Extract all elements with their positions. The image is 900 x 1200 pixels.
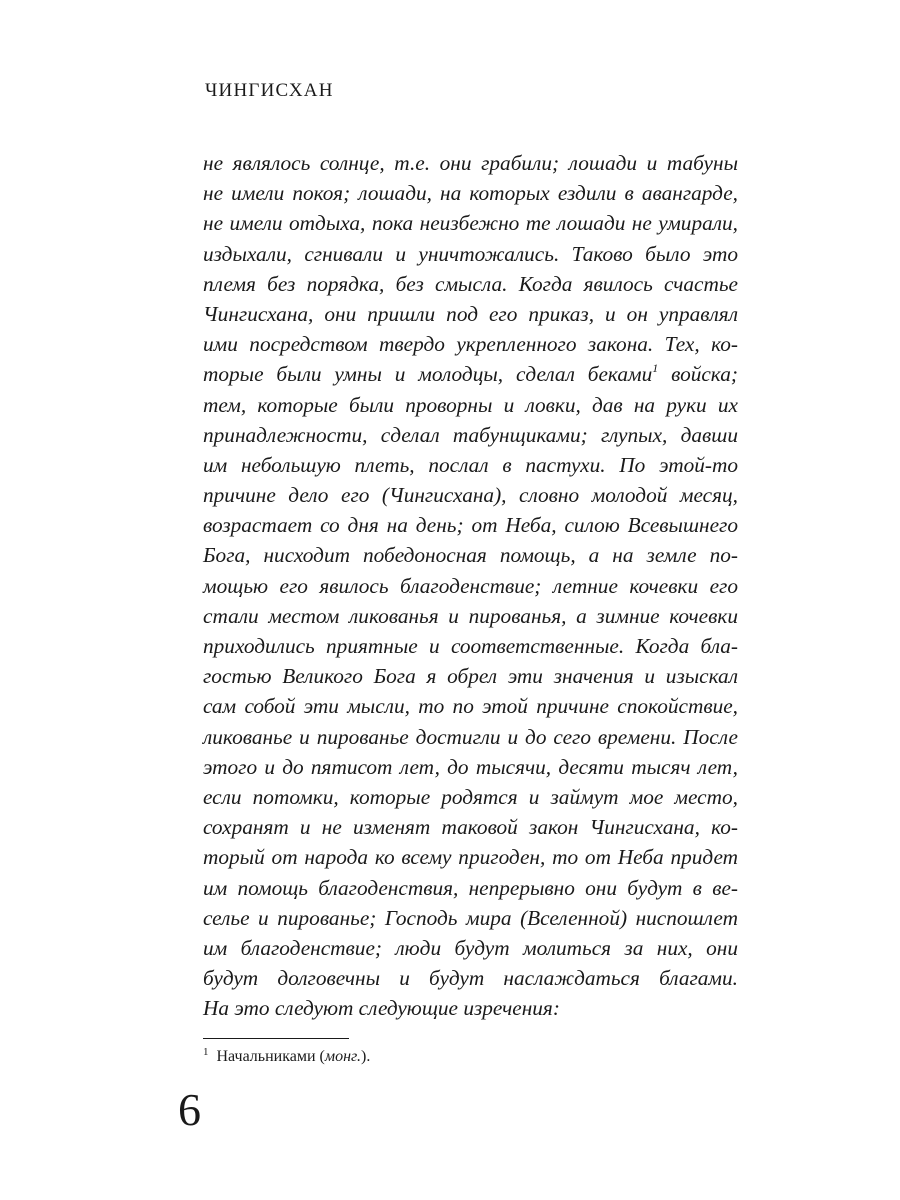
text-line: не являлось солнце, т.е. они грабили; лошади и табуны xyxy=(203,151,738,175)
text-line: им помощь благоденствия, непрерывно они будут в ве- xyxy=(203,875,738,900)
text-line-with-footnote-ref xyxy=(203,359,738,389)
body-text xyxy=(203,148,738,1023)
text-line: им благоденствие; люди будут молиться за них, они xyxy=(203,935,738,960)
text-segment: торые были умны и молодцы, сделал беками xyxy=(203,362,653,387)
text-line: ликованье и пированье достигли и до сего времени. После xyxy=(203,724,738,749)
text-line: будут долговечны и будут наслаждаться благами. xyxy=(203,966,738,991)
text-line: селье и пированье; Господь мира (Вселенной) ниспошлет xyxy=(203,905,738,930)
text-line: Чингисхана, они пришли под его приказ, и он управлял xyxy=(203,301,738,326)
text-line: причине дело его (Чингисхана), словно молодой месяц, xyxy=(203,483,738,508)
footnote-mark: 1 xyxy=(203,1046,209,1058)
text-line: им небольшую плеть, послал в пастухи. По этой-то xyxy=(203,452,738,477)
text-line: этого и до пятисот лет, до тысячи, десяти тысяч лет, xyxy=(203,754,738,779)
text-line: возрастает со дня на день; от Неба, силою Всевышнего xyxy=(203,513,738,538)
text-line: ими посредством твердо укрепленного закона. Тех, ко- xyxy=(203,332,738,357)
text-segment: войска; xyxy=(658,362,738,387)
text-line: племя без порядка, без смысла. Когда явилось счастье xyxy=(203,271,738,296)
page-number: 6 xyxy=(178,1084,201,1135)
running-head: ЧИНГИСХАН xyxy=(205,80,334,101)
text-line: торый от народа ко всему пригоден, то от Неба придет xyxy=(203,845,738,870)
text-line: тем, которые были проворны и ловки, дав на руки их xyxy=(203,392,738,417)
footnote xyxy=(203,1046,370,1068)
text-line: сохранят и не изменят таковой закон Чингисхана, ко- xyxy=(203,815,738,840)
text-line: сам собой эти мысли, то по этой причине спокойствие, xyxy=(203,694,738,719)
text-line: приходились приятные и соответственные. Когда бла- xyxy=(203,634,738,658)
text-line: принадлежности, сделал табунщиками; глупых, давши xyxy=(203,422,738,447)
footnote-text: Начальниками ( xyxy=(216,1048,325,1065)
footnote-reference[interactable]: 1 xyxy=(652,361,659,376)
text-line: не имели покоя; лошади, на которых ездили в авангарде, xyxy=(203,181,738,206)
text-line: не имели отдыха, пока неизбежно те лошади не умирали, xyxy=(203,211,738,236)
text-line: издыхали, сгнивали и уничтожались. Таково было это xyxy=(203,241,738,266)
footnote-divider xyxy=(203,1038,349,1039)
text-line: стали местом ликованья и пированья, а зимние кочевки xyxy=(203,603,738,628)
text-line: Бога, нисходит победоносная помощь, а на земле по- xyxy=(203,543,738,568)
footnote-emphasis: монг. xyxy=(324,1048,362,1065)
text-line: мощью его явилось благоденствие; летние кочевки его xyxy=(203,573,738,598)
footnote-tail: ). xyxy=(361,1048,371,1065)
text-line: На это следуют следующие изречения: xyxy=(203,996,560,1021)
text-line: если потомки, которые родятся и займут мое место, xyxy=(203,784,738,809)
text-line: гостью Великого Бога я обрел эти значения и изыскал xyxy=(203,664,738,689)
